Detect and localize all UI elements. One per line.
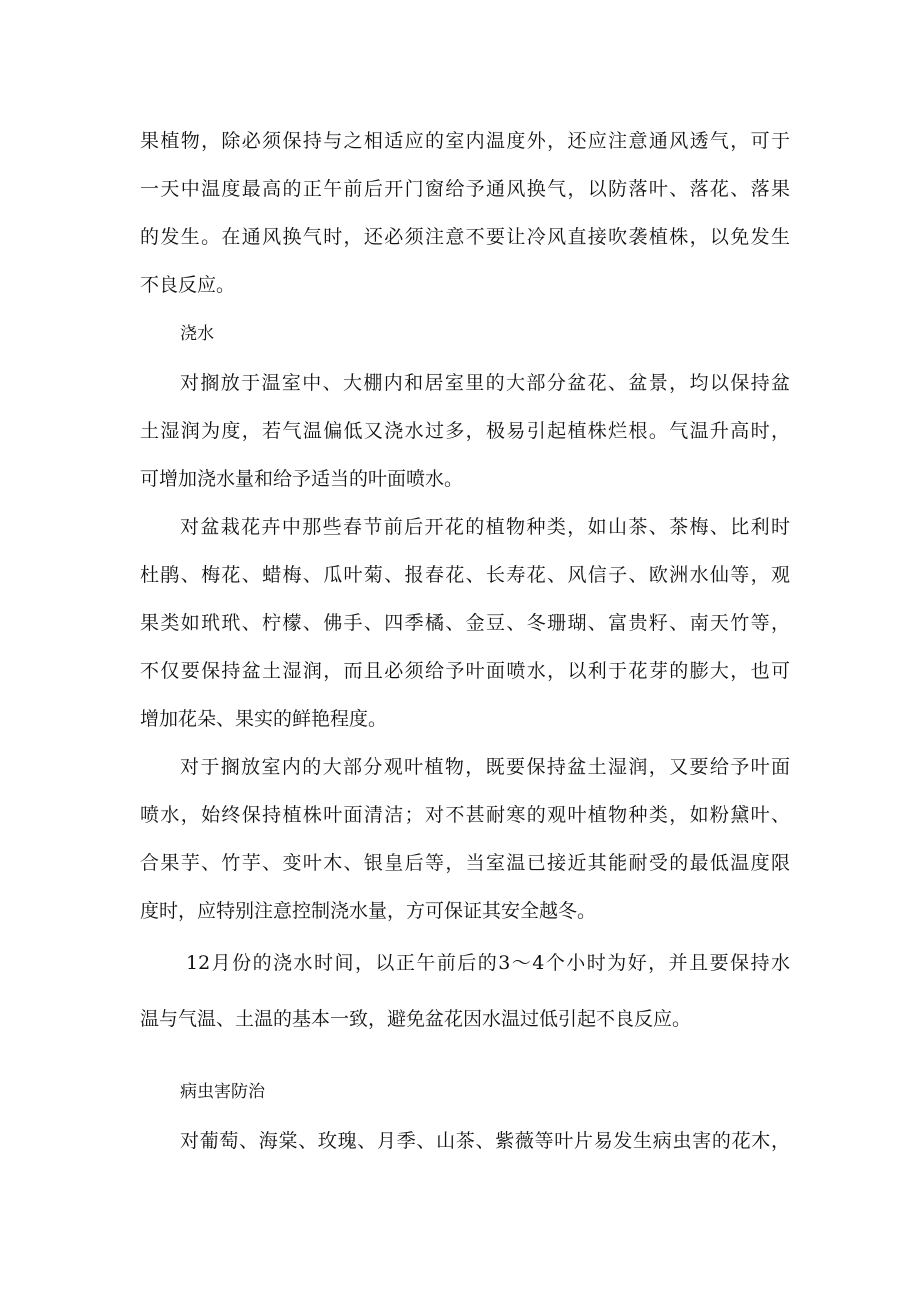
section-heading-pest-control: 病虫害防治 <box>180 1082 265 1102</box>
paragraph-line: 杜鹃、梅花、蜡梅、瓜叶菊、报春花、长寿花、风信子、欧洲水仙等，观 <box>140 564 790 586</box>
paragraph-line: 的发生。在通风换气时，还必须注意不要让冷风直接吹袭植株，以免发生 <box>140 226 790 248</box>
paragraph-line: 可增加浇水量和给予适当的叶面喷水。 <box>140 468 464 490</box>
paragraph-line: 合果芋、竹芋、变叶木、银皇后等，当室温已接近其能耐受的最低温度限 <box>140 852 790 874</box>
paragraph-line: 对搁放于温室中、大棚内和居室里的大部分盆花、盆景，均以保持盆 <box>180 372 790 394</box>
paragraph-line: 对盆栽花卉中那些春节前后开花的植物种类，如山茶、茶梅、比利时 <box>180 516 790 538</box>
paragraph-line: 增加花朵、果实的鲜艳程度。 <box>140 708 388 730</box>
paragraph-line: 12月份的浇水时间，以正午前后的3～4个小时为好，并且要保持水 <box>186 952 790 974</box>
paragraph-line: 对葡萄、海棠、玫瑰、月季、山茶、紫薇等叶片易发生病虫害的花木， <box>180 1130 790 1152</box>
section-heading-watering: 浇水 <box>180 324 214 344</box>
paragraph-line: 不良反应。 <box>140 274 236 296</box>
paragraph-line: 果类如玳玳、柠檬、佛手、四季橘、金豆、冬珊瑚、富贵籽、南天竹等， <box>140 612 790 634</box>
paragraph-line: 对于搁放室内的大部分观叶植物，既要保持盆土湿润，又要给予叶面 <box>180 756 790 778</box>
paragraph-line: 温与气温、土温的基本一致，避免盆花因水温过低引起不良反应。 <box>140 1008 692 1030</box>
paragraph-line: 一天中温度最高的正午前后开门窗给予通风换气，以防落叶、落花、落果 <box>140 178 790 200</box>
paragraph-line: 喷水，始终保持植株叶面清洁；对不甚耐寒的观叶植物种类，如粉黛叶、 <box>140 804 790 826</box>
paragraph-line: 不仅要保持盆土湿润，而且必须给予叶面喷水，以利于花芽的膨大，也可 <box>140 660 790 682</box>
paragraph-line: 度时，应特别注意控制浇水量，方可保证其安全越冬。 <box>140 900 597 922</box>
paragraph-line: 果植物，除必须保持与之相适应的室内温度外，还应注意通风透气，可于 <box>140 130 790 152</box>
paragraph-line: 土湿润为度，若气温偏低又浇水过多，极易引起植株烂根。气温升高时， <box>140 420 790 442</box>
